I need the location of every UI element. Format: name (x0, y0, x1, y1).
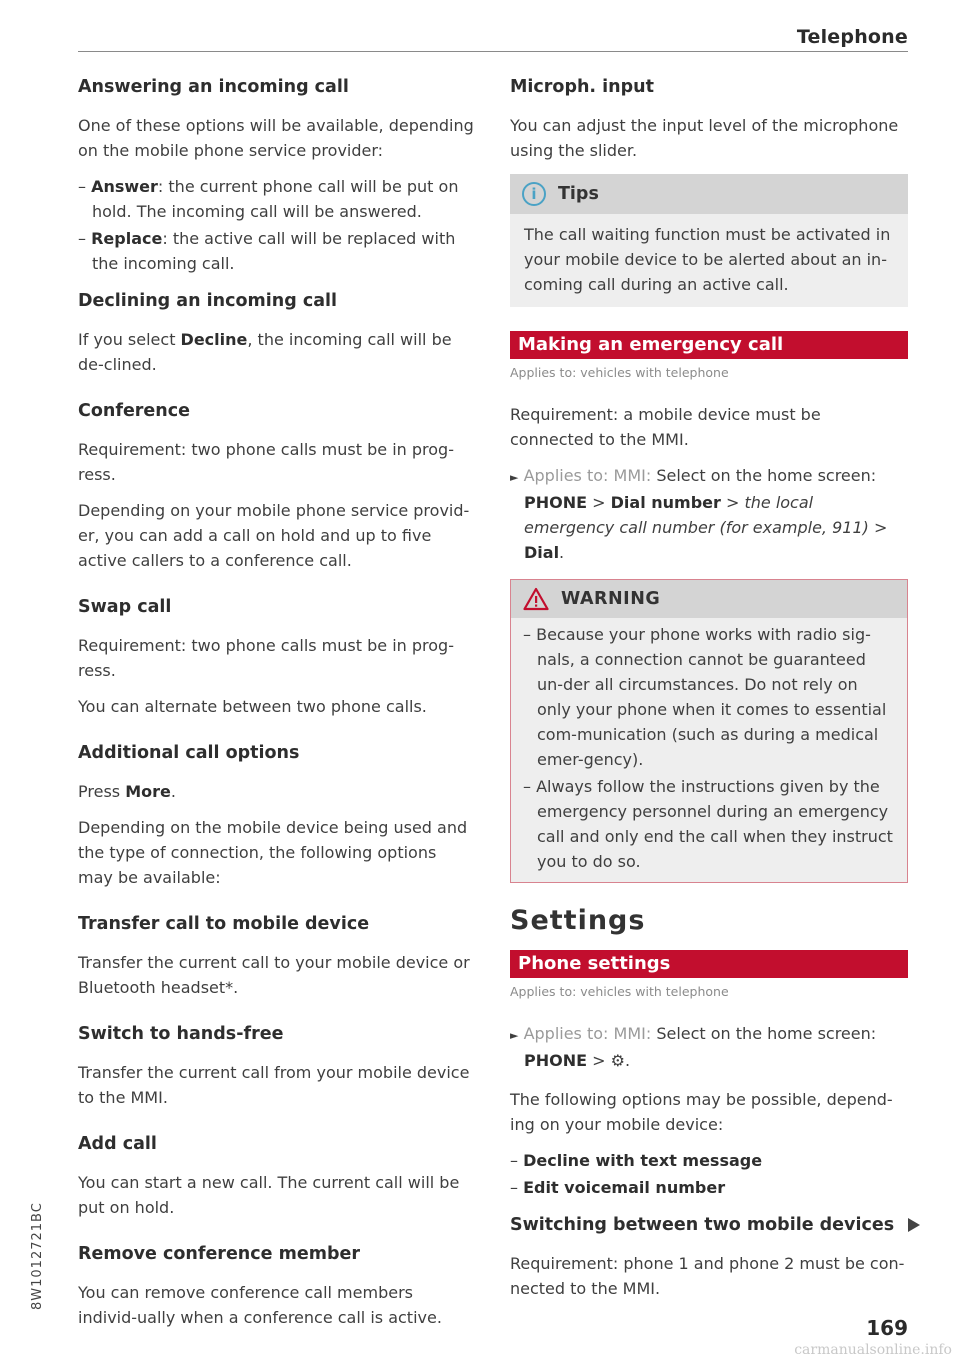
list-item-answer: – Answer: the current phone call will be put on hold. The incoming call will be answered. (78, 177, 459, 221)
warning-item: – Because your phone works with radio sig-nals, a connection cannot be guaranteed un-der all circumstances. Do not rely on only your phone when it comes to essential com-munication (such as during a medical emer-gency). (523, 625, 887, 769)
swap-text: You can alternate between two phone calls. (78, 697, 427, 716)
option-item: – Edit voicemail number (510, 1178, 726, 1197)
step-arrow-icon: ► (510, 1029, 519, 1042)
press-post: . (170, 782, 176, 801)
heading-transfer: Transfer call to mobile device (78, 914, 370, 934)
emergency-step-a: Select on the home screen: (651, 466, 877, 485)
right-column (510, 74, 908, 1312)
emergency-requirement: Requirement: a mobile device must be connected to the MMI. (510, 405, 821, 449)
tips-title: Tips (558, 184, 599, 204)
step-end: . (624, 1051, 631, 1070)
list-item-replace: – Replace: the active call will be replaced with the incoming call. (78, 229, 456, 273)
heading-switching: Switching between two mobile devices (510, 1215, 895, 1235)
replace-text: : the active call will be replaced with the incoming call. (92, 229, 456, 273)
gt-3: > (868, 518, 888, 537)
term-phone: PHONE (524, 493, 588, 512)
settings-step-applies: Applies to: MMI: (523, 1024, 652, 1043)
warning-body (511, 618, 907, 882)
heading-handsfree: Switch to hands-free (78, 1024, 284, 1044)
addcall-text: You can start a new call. The current call will be put on hold. (78, 1173, 460, 1217)
warning-box (510, 579, 908, 883)
declining-text (78, 327, 476, 377)
gt-1: > (587, 493, 611, 512)
remove-text: You can remove conference call members individ-ually when a conference call is active. (78, 1283, 442, 1327)
step-arrow-icon: ► (510, 471, 519, 484)
tips-text: The call waiting function must be activated in your mobile device to be alerted about an in-coming call during an active call. (524, 225, 891, 294)
term-local-number: the local emergency call number (for example, 911) (524, 493, 869, 537)
option-item: – Decline with text message (510, 1151, 763, 1170)
settings-heading: Settings (510, 905, 646, 936)
settings-step-a: Select on the home screen: (651, 1024, 877, 1043)
warning-header (511, 580, 907, 618)
heading-remove: Remove conference member (78, 1244, 360, 1264)
document-code: 8W1012721BC (30, 1202, 45, 1310)
settings-gear-icon: ⚙ (610, 1051, 625, 1070)
handsfree-text: Transfer the current call from your mobile device to the MMI. (78, 1063, 470, 1107)
header-rule (78, 51, 908, 52)
term-replace: Replace (91, 229, 163, 248)
warning-triangle-icon (523, 587, 549, 611)
transfer-text: Transfer the current call to your mobile device or Bluetooth headset*. (78, 953, 470, 997)
press-pre: Press (78, 782, 126, 801)
warning-item: – Always follow the instructions given by the emergency personnel during an emergency call and only end the call when they instruct you to do so. (523, 777, 893, 871)
microph-text: You can adjust the input level of the microphone using the slider. (510, 116, 899, 160)
additional-press (78, 779, 476, 804)
step-end: . (559, 543, 565, 562)
term-answer: Answer (91, 177, 158, 196)
switching-text: Requirement: phone 1 and phone 2 must be con-nected to the MMI. (510, 1254, 905, 1298)
settings-applies: Applies to: vehicles with telephone (510, 984, 729, 999)
gt-2: > (720, 493, 745, 512)
term-dial-number: Dial number (610, 493, 721, 512)
term-decline: Decline (180, 330, 248, 349)
swap-requirement: Requirement: two phone calls must be in prog-ress. (78, 636, 454, 680)
info-icon: i (522, 182, 546, 206)
left-column (78, 74, 476, 1341)
answering-intro: One of these options will be available, depending on the mobile phone service provider: (78, 116, 474, 160)
additional-text: Depending on the mobile device being used and the type of connection, the following options may be available: (78, 818, 468, 887)
term-dial: Dial (524, 543, 560, 562)
heading-conference: Conference (78, 401, 191, 421)
heading-declining: Declining an incoming call (78, 291, 338, 311)
declining-post: , the incoming call will be de-clined. (78, 330, 452, 374)
page-header-title: Telephone (796, 26, 908, 48)
tips-header (510, 174, 908, 214)
tips-box (510, 174, 908, 307)
term-phone: PHONE (524, 1051, 588, 1070)
emergency-step-applies: Applies to: MMI: (523, 466, 652, 485)
warning-item-text: Always follow the instructions given by the emergency personnel during an emergency call and only end the call when they instruct you to do so. (536, 777, 893, 871)
settings-step (510, 1021, 908, 1073)
heading-swap: Swap call (78, 597, 172, 617)
watermark: carmanualsonline.info (794, 1342, 952, 1358)
conference-requirement: Requirement: two phone calls must be in prog-ress. (78, 440, 454, 484)
heading-microph: Microph. input (510, 77, 654, 97)
warning-item-text: Because your phone works with radio sig-nals, a connection cannot be guaranteed un-der all circumstances. Do not rely on only your phone when it comes to essential com-munication (such as during a medical emer-gency). (536, 625, 887, 769)
option-decline-text: Decline with text message (523, 1151, 763, 1170)
answer-text: : the current phone call will be put on hold. The incoming call will be answered. (92, 177, 459, 221)
warning-title: WARNING (561, 589, 661, 609)
conference-text: Depending on your mobile phone service provid-er, you can add a call on hold and up to five active callers to a conference call. (78, 501, 470, 570)
term-more: More (125, 782, 171, 801)
emergency-applies: Applies to: vehicles with telephone (510, 365, 729, 380)
heading-additional: Additional call options (78, 743, 300, 763)
settings-options-intro: The following options may be possible, depend-ing on your mobile device: (510, 1090, 893, 1134)
page-number: 169 (866, 1316, 908, 1340)
phone-settings-bar: Phone settings (510, 950, 908, 978)
heading-addcall: Add call (78, 1134, 157, 1154)
heading-answering: Answering an incoming call (78, 77, 349, 97)
emergency-bar: Making an emergency call (510, 331, 908, 359)
emergency-step (510, 463, 908, 565)
continue-arrow-icon (908, 1218, 920, 1232)
option-edit-voicemail: Edit voicemail number (523, 1178, 726, 1197)
declining-pre: If you select (78, 330, 181, 349)
gt: > (587, 1051, 611, 1070)
